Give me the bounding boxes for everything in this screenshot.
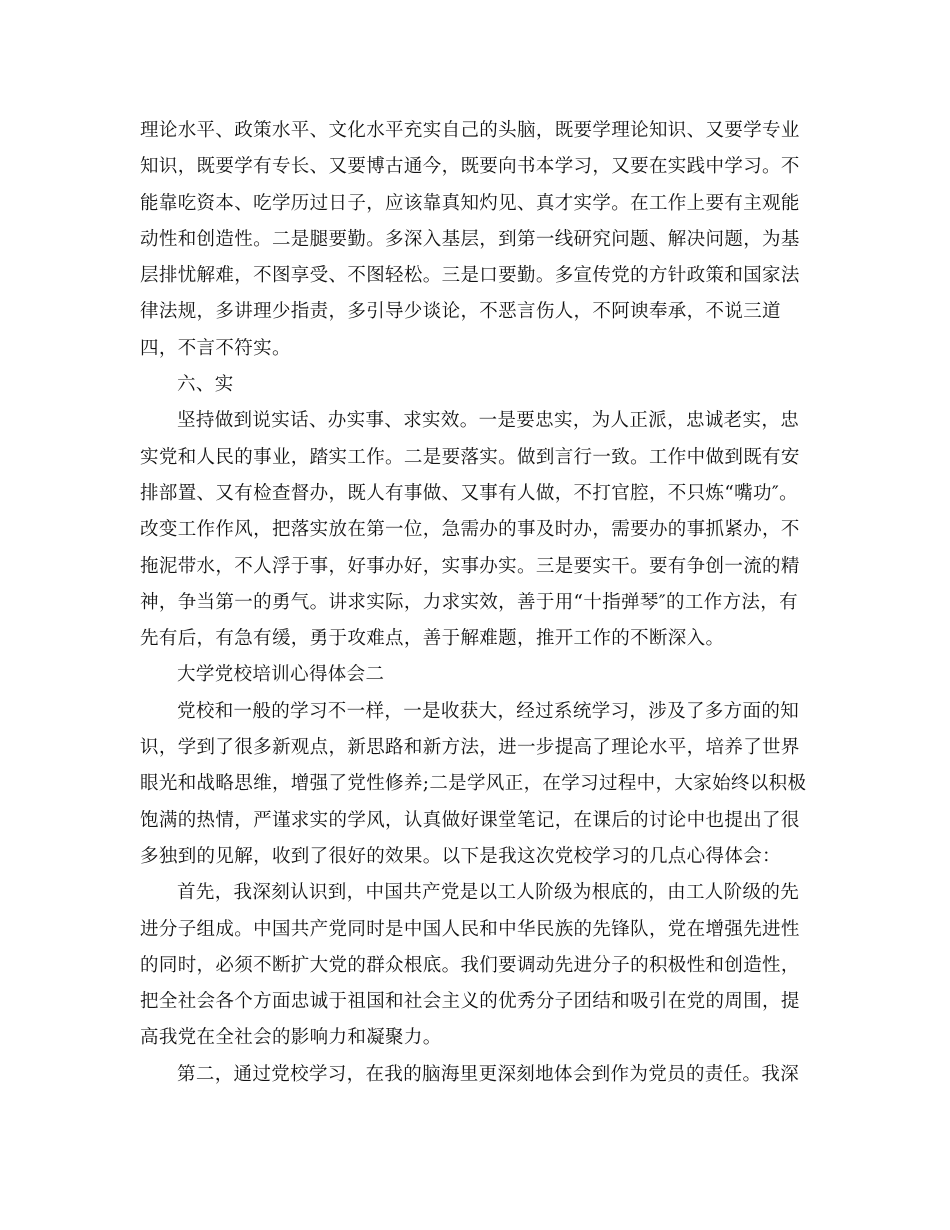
text-line: 把全社会各个方面忠诚于祖国和社会主义的优秀分子团结和吸引在党的周围，提 [140,991,800,1013]
text-line: 律法规，多讲理少指责，多引导少谈论，不恶言伤人，不阿谀奉承，不说三道 [140,301,781,323]
text-line: 的同时，必须不断扩大党的群众根底。我们要调动先进分子的积极性和创造性， [140,954,800,976]
text-line: 眼光和战略思维，增强了党性修养;二是学风正，在学习过程中，大家始终以积极 [140,773,807,795]
text-line: 实党和人民的事业，踏实工作。二是要落实。做到言行一致。工作中做到既有安 [140,446,800,468]
text-line: 排部置、又有检查督办，既人有事做、又事有人做，不打官腔，不只炼“嘴功″。 [140,482,798,504]
text-line: 层排忧解难，不图享受、不图轻松。三是口要勤。多宣传党的方针政策和国家法 [140,265,800,287]
text-line: 党校和一般的学习不一样，一是收获大，经过系统学习，涉及了多方面的知 [177,700,800,722]
text-line: 识，学到了很多新观点，新思路和新方法，进一步提高了理论水平，培养了世界 [140,737,800,759]
text-line: 神，争当第一的勇气。讲求实际，力求实效，善于用“十指弹琴″的工作方法，有 [140,591,798,613]
text-line: 第二，通过党校学习，在我的脑海里更深刻地体会到作为党员的责任。我深 [177,1063,800,1085]
document-page [140,113,820,1093]
text-line: 进分子组成。中国共产党同时是中国人民和中华民族的先锋队，党在增强先进性 [140,918,800,940]
text-line: 大学党校培训心得体会二 [177,664,385,686]
text-line: 拖泥带水，不人浮于事，好事办好，实事办实。三是要实干。要有争创一流的精 [140,555,800,577]
text-line: 六、实 [177,374,234,396]
text-line: 坚持做到说实话、办实事、求实效。一是要忠实，为人正派，忠诚老实，忠 [177,410,800,432]
text-line: 改变工作作风，把落实放在第一位，急需办的事及时办，需要办的事抓紧办，不 [140,519,800,541]
text-line: 饱满的热情，严谨求实的学风，认真做好课堂笔记，在课后的讨论中也提出了很 [140,809,800,831]
text-line: 四，不言不符实。 [140,337,291,359]
text-line: 首先，我深刻认识到，中国共产党是以工人阶级为根底的，由工人阶级的先 [177,882,800,904]
text-line: 先有后，有急有缓，勇于攻难点，善于解难题，推开工作的不断深入。 [140,628,725,650]
text-line: 理论水平、政策水平、文化水平充实自己的头脑，既要学理论知识、又要学专业 [140,120,800,141]
text-line: 动性和创造性。二是腿要勤。多深入基层，到第一线研究问题、解决问题，为基 [140,228,800,250]
text-line: 知识，既要学有专长、又要博古通今，既要向书本学习，又要在实践中学习。不 [140,156,800,178]
text-line: 高我党在全社会的影响力和凝聚力。 [140,1027,442,1049]
text-line: 能靠吃资本、吃学历过日子，应该靠真知灼见、真才实学。在工作上要有主观能 [140,192,800,214]
text-line: 多独到的见解，收到了很好的效果。以下是我这次党校学习的几点心得体会： [140,845,781,867]
